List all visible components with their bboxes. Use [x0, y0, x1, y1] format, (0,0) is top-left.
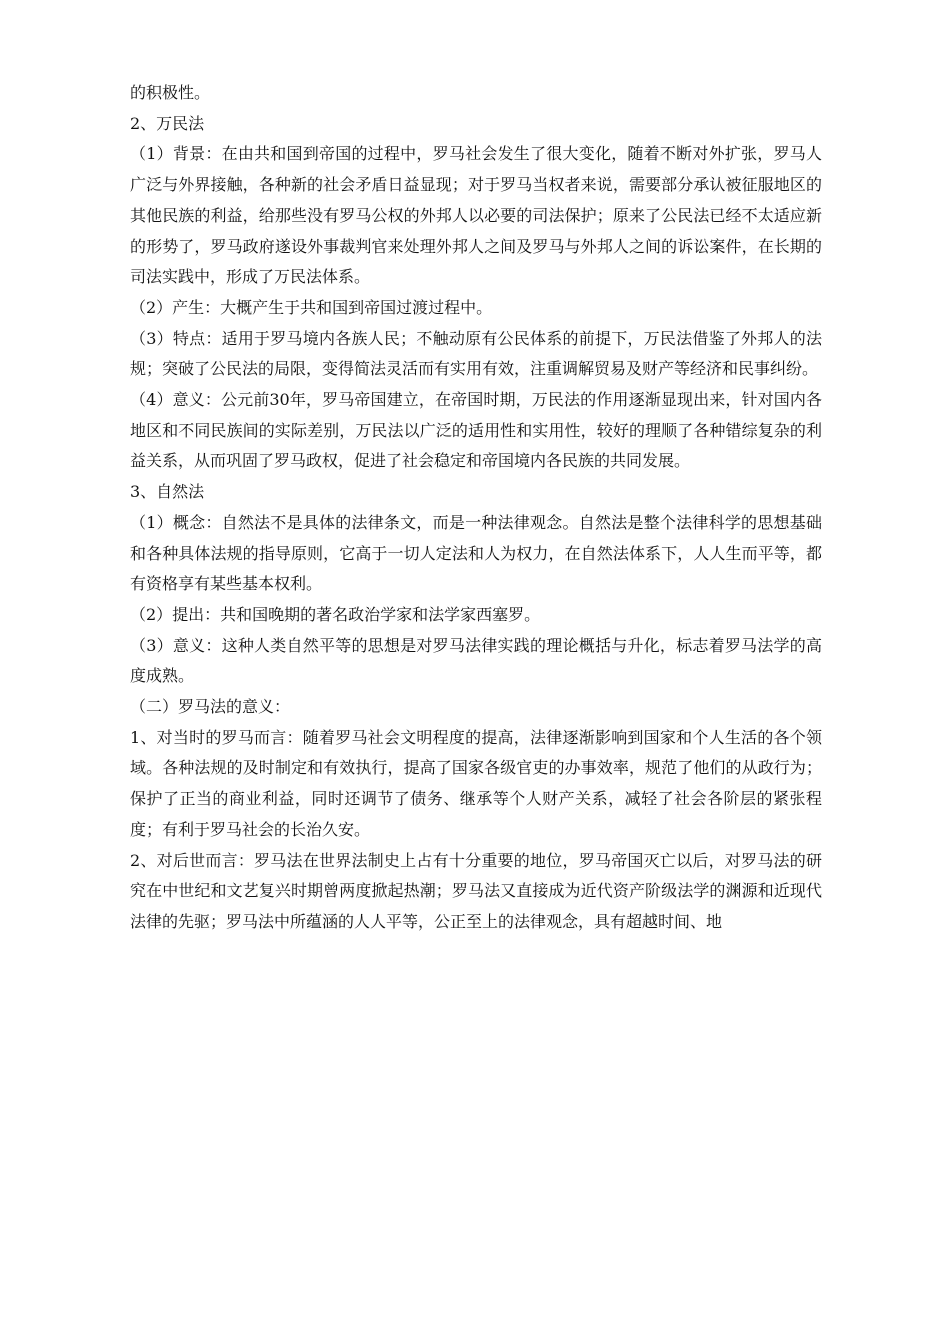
paragraph-natural-law-proposer: （2）提出：共和国晚期的著名政治学家和法学家西塞罗。 [130, 604, 541, 624]
paragraph-natural-law-significance: （3）意义：这种人类自然平等的思想是对罗马法律实践的理论概括与升化，标志着罗马法学的高度成熟。 [130, 635, 822, 686]
heading-roman-law-significance: （二）罗马法的意义： [130, 697, 291, 717]
paragraph-natural-law-concept: （1）概念：自然法不是具体的法律条文，而是一种法律观念。自然法是整个法律科学的思想基础和各种具体法规的指导原则，它高于一切人定法和人为权力，在自然法体系下，人人生而平等，都有资格享有某些基本权利。 [130, 512, 822, 594]
paragraph-significance-later-ages: 2、对后世而言：罗马法在世界法制史上占有十分重要的地位，罗马帝国灭亡以后，对罗马法的研究在中世纪和文艺复兴时期曾两度掀起热潮；罗马法又直接成为近代资产阶级法学的渊源和近现代法律的先驱；罗马法中所蕴涵的人人平等，公正至上的法律观念，具有超越时间、地 [130, 850, 822, 931]
heading-natural-law: 3、自然法 [130, 482, 205, 502]
heading-wanminfa: 2、万民法 [130, 113, 205, 133]
document-body [130, 78, 822, 938]
paragraph-wanminfa-background: （1）背景：在由共和国到帝国的过程中，罗马社会发生了很大变化，随着不断对外扩张，罗马人广泛与外界接触，各种新的社会矛盾日益显现；对于罗马当权者来说，需要部分承认被征服地区的其他民族的利益，给那些没有罗马公权的外邦人以必要的司法保护；原来了公民法已经不太适应新的形势了，罗马政府遂设外事裁判官来处理外邦人之间及罗马与外邦人之间的诉讼案件，在长期的司法实践中，形成了万民法体系。 [130, 144, 822, 287]
paragraph-continuation: 的积极性。 [130, 83, 211, 102]
paragraph-significance-contemporary: 1、对当时的罗马而言：随着罗马社会文明程度的提高，法律逐渐影响到国家和个人生活的各个领域。各种法规的及时制定和有效执行，提高了国家各级官吏的办事效率，规范了他们的从政行为；保护了正当的商业利益，同时还调节了债务、继承等个人财产关系，减轻了社会各阶层的紧张程度；有利于罗马社会的长治久安。 [130, 727, 822, 839]
paragraph-wanminfa-significance: （4）意义：公元前30年，罗马帝国建立，在帝国时期，万民法的作用逐渐显现出来，针对国内各地区和不同民族间的实际差别，万民法以广泛的适用性和实用性，较好的理顺了各种错综复杂的利益关系，从而巩固了罗马政权，促进了社会稳定和帝国境内各民族的共同发展。 [130, 390, 822, 471]
paragraph-wanminfa-origin: （2）产生：大概产生于共和国到帝国过渡过程中。 [130, 297, 493, 317]
paragraph-wanminfa-features: （3）特点：适用于罗马境内各族人民；不触动原有公民体系的前提下，万民法借鉴了外邦人的法规；突破了公民法的局限，变得简法灵活而有实用有效，注重调解贸易及财产等经济和民事纠纷。 [130, 328, 822, 379]
